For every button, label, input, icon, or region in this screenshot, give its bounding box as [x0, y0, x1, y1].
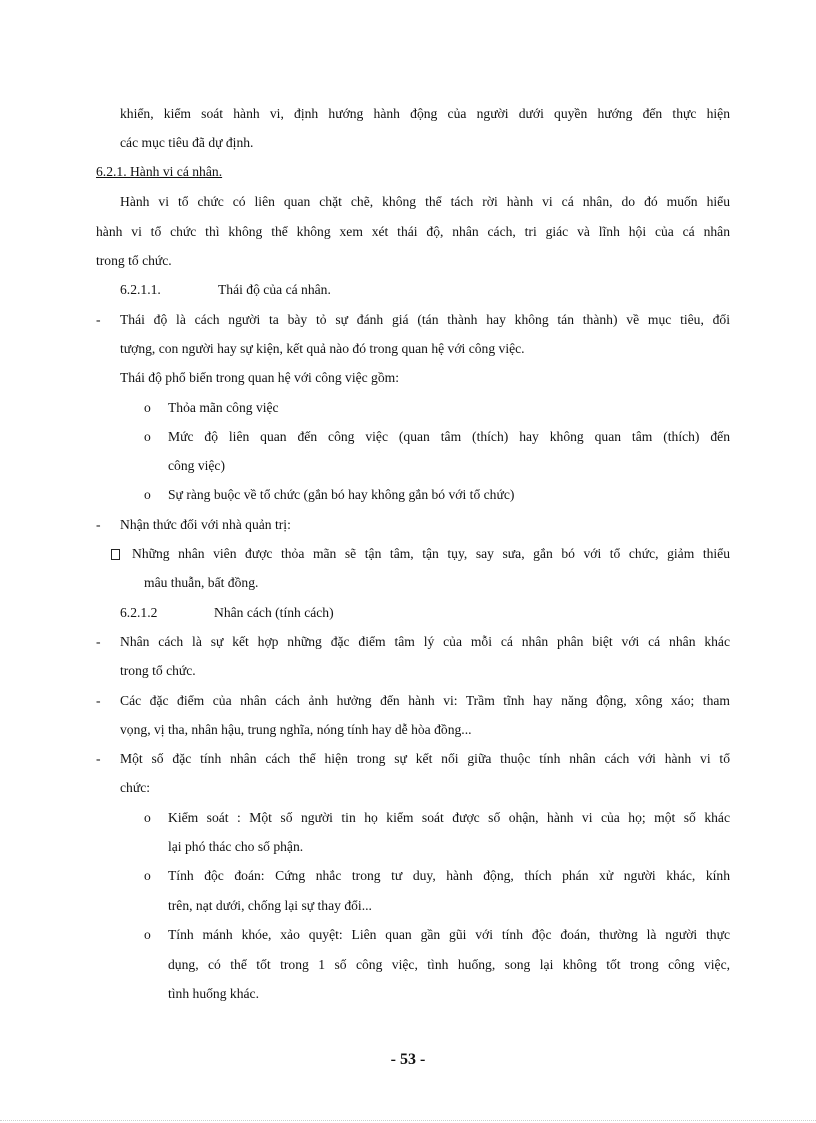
section-heading: 6.2.1. Hành vi cá nhân.	[96, 164, 223, 179]
dash-bullet: -	[96, 517, 101, 532]
trait-2-line-1: Tính độc đoán: Cứng nhắc trong tư duy, hành động, thích phán xử người khác, kính	[168, 868, 730, 883]
section-para-line-3: trong tổ chức.	[96, 253, 172, 268]
dash-bullet: -	[96, 312, 101, 327]
dash4-line-2: vọng, vị tha, nhân hậu, trung nghĩa, nóng tính hay dễ hòa đồng...	[120, 722, 472, 737]
trait-1-line-1: Kiểm soát : Một số người tin họ kiểm soát được số ohận, hành vi của họ; một số khác	[168, 810, 730, 825]
circle-bullet: o	[144, 810, 151, 825]
subsection-title-2: Nhân cách (tính cách)	[214, 605, 334, 620]
dash1-line-2: tượng, con người hay sự kiện, kết quả nào đó trong quan hệ với công việc.	[120, 341, 525, 356]
box-item-line-2: mâu thuẫn, bất đồng.	[144, 575, 259, 590]
page-number: - 53 -	[390, 1051, 426, 1068]
circle-bullet: o	[144, 868, 151, 883]
subsection-number-2: 6.2.1.2	[120, 605, 158, 620]
page-bottom-divider	[0, 1120, 816, 1121]
dash4-line-1: Các đặc điểm của nhân cách ảnh hưởng đến hành vi: Trầm tĩnh hay năng động, xông xáo; tham	[120, 693, 730, 708]
trait-3-line-3: tình huống khác.	[168, 986, 259, 1001]
circle-bullet: o	[144, 429, 151, 444]
dash2-line: Nhận thức đối với nhà quản trị:	[120, 517, 291, 532]
dash-bullet: -	[96, 693, 101, 708]
box-item-line-1: Những nhân viên được thỏa mãn sẽ tận tâm, tận tụy, say sưa, gắn bó với tổ chức, giảm thiểu	[132, 546, 730, 561]
circle-bullet: o	[144, 927, 151, 942]
dash-bullet: -	[96, 751, 101, 766]
attitude-item-3: Sự ràng buộc về tổ chức (gắn bó hay không gắn bó với tổ chức)	[168, 487, 515, 502]
common-attitudes-intro: Thái độ phổ biến trong quan hệ với công việc gồm:	[120, 370, 400, 385]
intro-line-2: các mục tiêu đã dự định.	[120, 135, 254, 150]
attitude-item-2-line-2: công việc)	[168, 458, 225, 473]
trait-3-line-2: dụng, có thể tốt trong 1 số công việc, tình huống, song lại không tốt trong công việc,	[168, 957, 730, 972]
dash5-line-2: chức:	[120, 780, 151, 795]
square-bullet-icon	[111, 549, 120, 560]
trait-3-line-1: Tính mánh khóe, xảo quyệt: Liên quan gần gũi với tính độc đoán, thường là người thực	[168, 927, 730, 942]
section-para-line-2: hành vi tổ chức thì không thể không xem xét thái độ, nhân cách, tri giác và lĩnh hội của cá nhân	[96, 224, 730, 239]
dash-bullet: -	[96, 634, 101, 649]
section-para-line-1: Hành vi tổ chức có liên quan chặt chẽ, không thể tách rời hành vi cá nhân, do đó muốn hiểu	[120, 194, 730, 209]
trait-1-line-2: lại phó thác cho số phận.	[168, 839, 304, 854]
subsection-number-1: 6.2.1.1.	[120, 282, 161, 297]
dash3-line-1: Nhân cách là sự kết hợp những đặc điểm tâm lý của mỗi cá nhân phân biệt với cá nhân khác	[120, 634, 730, 649]
dash3-line-2: trong tổ chức.	[120, 663, 196, 678]
attitude-item-1: Thỏa mãn công việc	[168, 400, 279, 415]
attitude-item-2-line-1: Mức độ liên quan đến công việc (quan tâm (thích) hay không quan tâm (thích) đến	[168, 429, 730, 444]
subsection-title-1: Thái độ của cá nhân.	[218, 282, 331, 297]
trait-2-line-2: trên, nạt dưới, chống lại sự thay đổi...	[168, 898, 372, 913]
circle-bullet: o	[144, 400, 151, 415]
intro-line-1: khiển, kiểm soát hành vi, định hướng hành động của người dưới quyền hướng đến thực hiện	[120, 106, 730, 121]
dash5-line-1: Một số đặc tính nhân cách thể hiện trong sự kết nối giữa thuộc tính nhân cách với hành vi tổ	[120, 751, 730, 766]
dash1-line-1: Thái độ là cách người ta bày tỏ sự đánh giá (tán thành hay không tán thành) về mục tiêu, đối	[120, 312, 730, 327]
circle-bullet: o	[144, 487, 151, 502]
